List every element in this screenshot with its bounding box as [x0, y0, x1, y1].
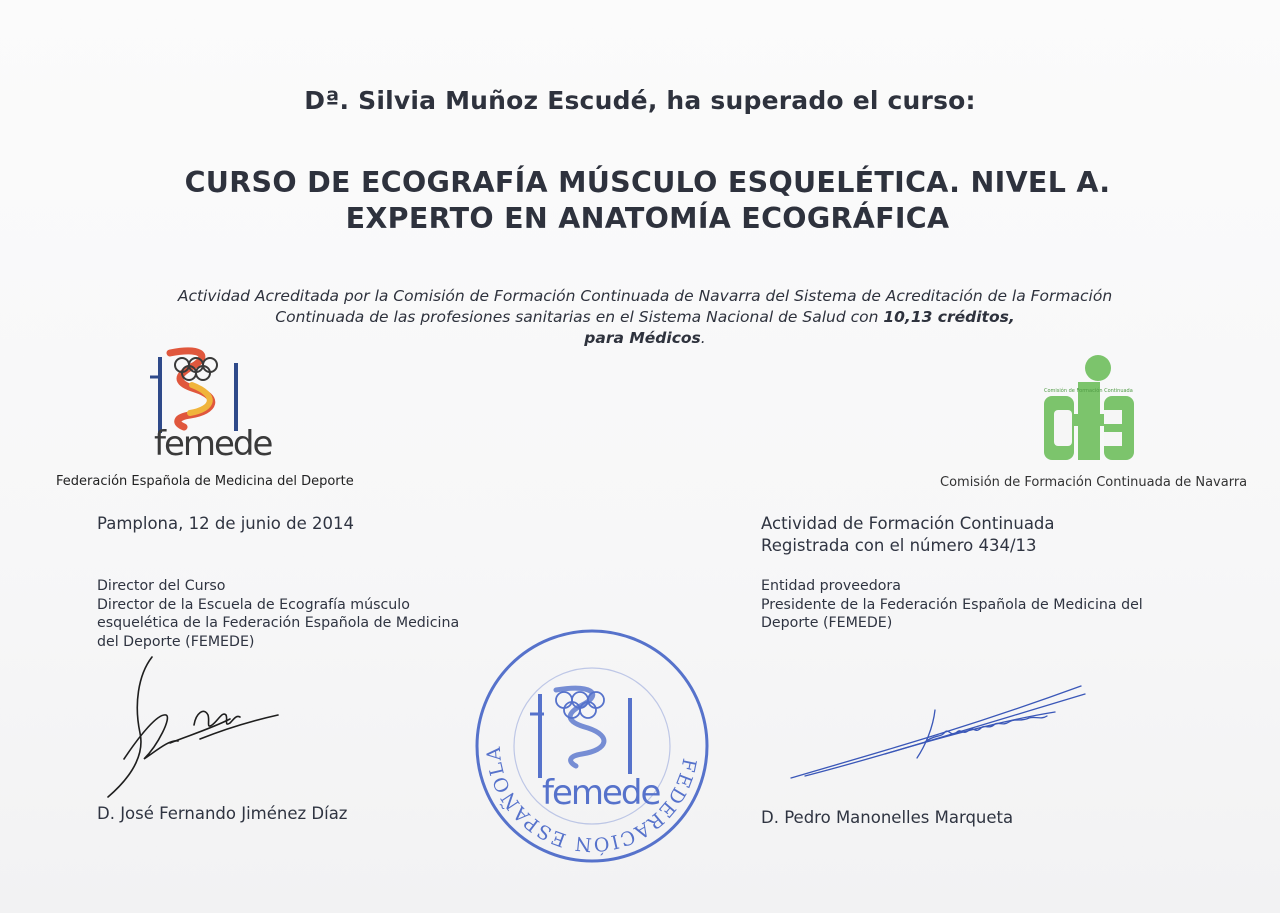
course-director-role — [97, 577, 517, 651]
course-title — [0, 165, 1280, 237]
left-signer-name: D. José Fernando Jiménez Díaz — [97, 804, 348, 823]
accreditation-body: Actividad Acreditada por la Comisión de Formación Continuada de Navarra del Sistema de Acreditación de la Formación Continuada de las profesiones sanitarias en el Sistema Nacional de Salud con — [177, 287, 1113, 326]
provider-line3: Deporte (FEMEDE) — [761, 615, 893, 631]
registration-info — [761, 513, 1055, 557]
stamp-wordmark: femede — [542, 773, 660, 813]
director-title: Director del Curso — [97, 578, 226, 594]
femede-stamp — [461, 611, 712, 864]
provider-title: Entidad proveedora — [761, 578, 901, 594]
director-line2: Director de la Escuela de Ecografía músculo — [97, 596, 410, 613]
left-signature — [100, 655, 300, 805]
accreditation-credits: 10,13 créditos, — [883, 308, 1015, 326]
svg-text:FEDERACIÓN ESPAÑOLA DE MEDICIN — [462, 611, 701, 856]
femede-logo — [140, 345, 272, 464]
provider-role — [761, 577, 1201, 633]
director-line4: del Deporte (FEMEDE) — [97, 633, 255, 650]
stamp-ring-text: FEDERACIÓN ESPAÑOLA DE MEDICINA DEL DEPORTE — [461, 611, 701, 856]
place-date: Pamplona, 12 de junio de 2014 — [97, 514, 354, 533]
femede-caption: Federación Española de Medicina del Deporte — [56, 474, 354, 489]
femede-wordmark: femede — [154, 424, 272, 464]
right-signature — [785, 680, 1095, 790]
cfc-caption: Comisión de Formación Continuada de Navarra — [940, 475, 1248, 490]
accreditation-audience: para Médicos — [584, 329, 701, 347]
registration-line2: Registrada con el número 434/13 — [761, 536, 1037, 555]
recipient-line: Dª. Silvia Muñoz Escudé, ha superado el curso: — [304, 86, 976, 115]
provider-line2: Presidente de la Federación Española de Medicina del — [761, 596, 1143, 613]
right-signer-name: D. Pedro Manonelles Marqueta — [761, 808, 1014, 827]
course-title-line2: EXPERTO EN ANATOMÍA ECOGRÁFICA — [345, 202, 950, 235]
accreditation-end: . — [700, 329, 706, 347]
accreditation-text — [140, 286, 1150, 349]
registration-line1: Actividad de Formación Continuada — [761, 514, 1055, 533]
cfc-mini-text: Comisión de Formación Continuada — [1044, 388, 1133, 394]
director-line3: esquelética de la Federación Española de Medicina — [97, 615, 460, 631]
course-title-line1: CURSO DE ECOGRAFÍA MÚSCULO ESQUELÉTICA. NIVEL A. — [184, 166, 1111, 199]
cfc-navarra-logo — [1040, 352, 1140, 464]
